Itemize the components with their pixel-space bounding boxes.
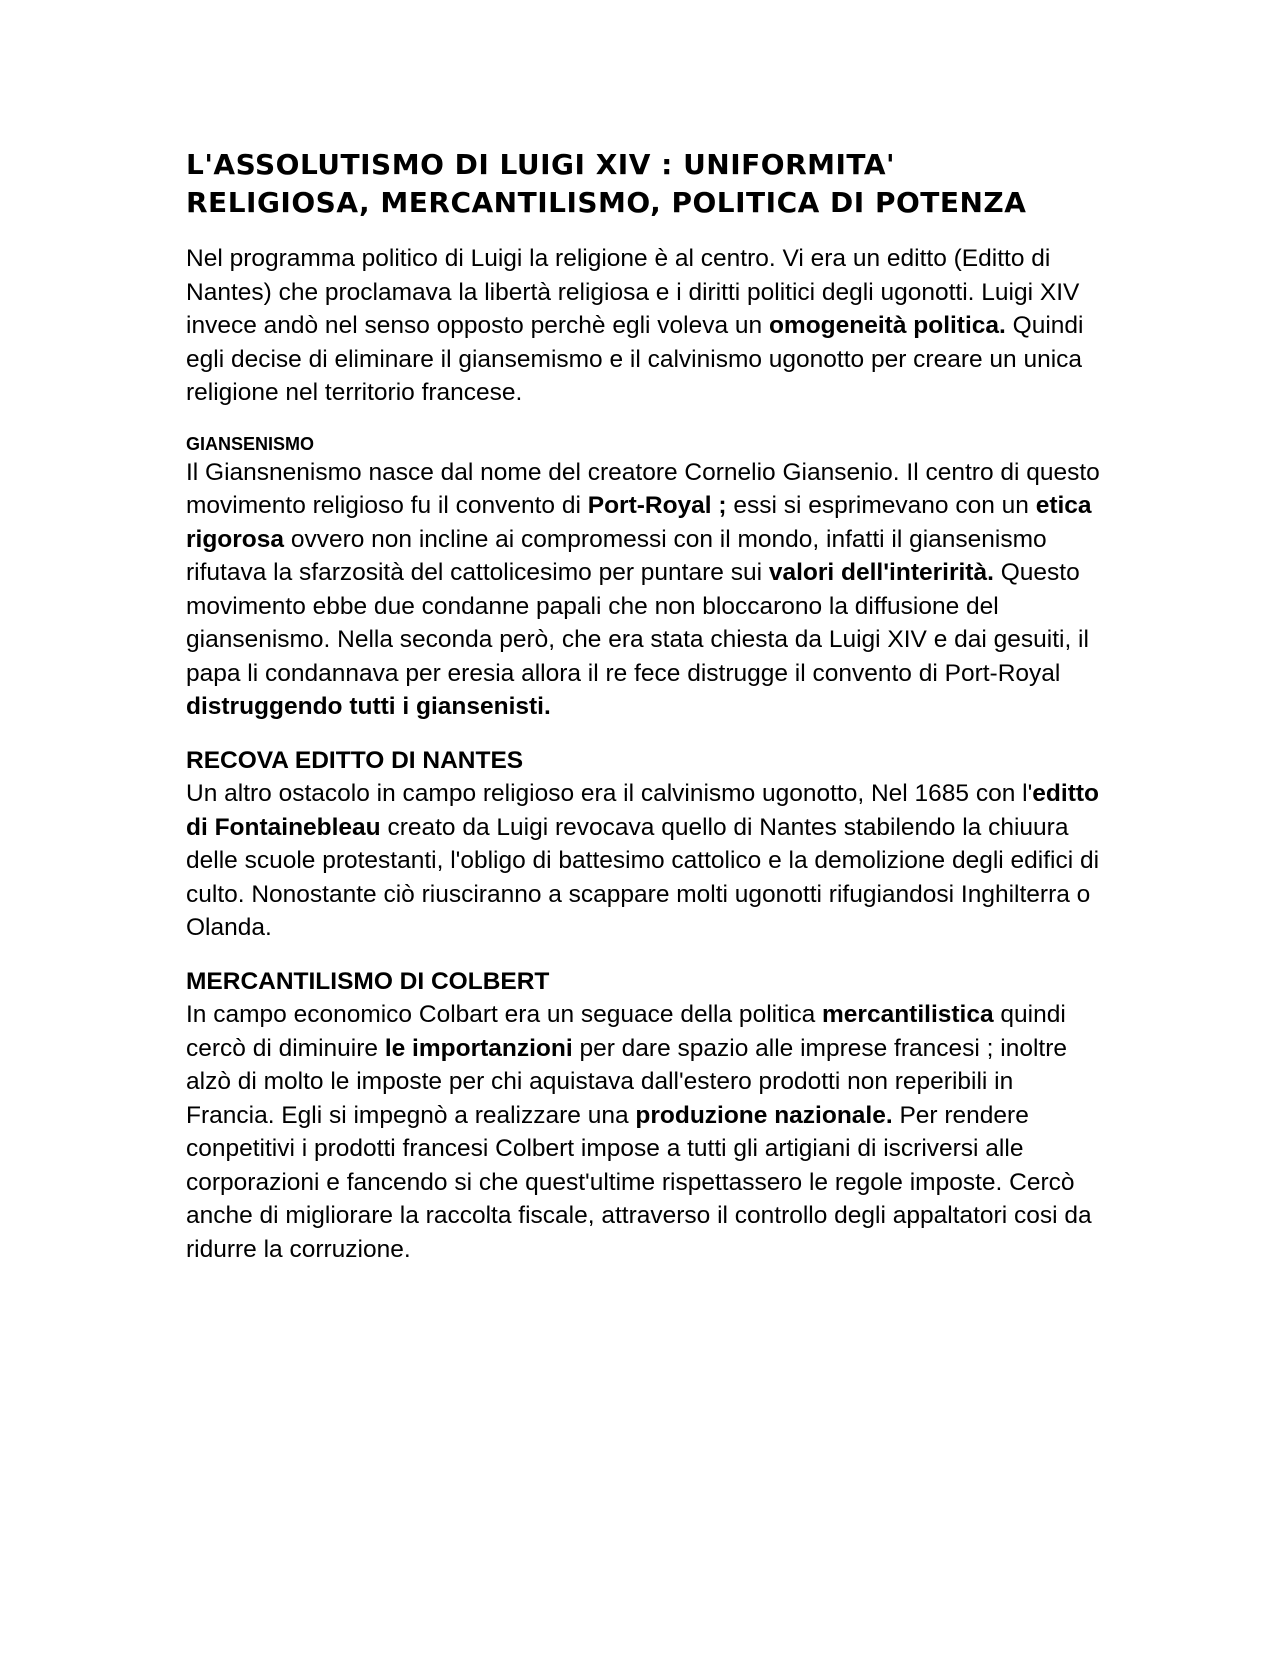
giansenismo-bold-3: valori dell'interirità.	[768, 559, 994, 586]
heading-giansenismo: GIANSENISMO	[186, 433, 315, 454]
heading-recova: RECOVA EDITTO DI NANTES	[186, 746, 524, 774]
document-body	[186, 146, 1106, 1286]
mercantilismo-text-1: In campo economico Colbart era un seguace della politica	[186, 1001, 823, 1028]
section-giansenismo	[186, 432, 1106, 724]
section-recova	[186, 744, 1106, 945]
intro-paragraph	[186, 242, 1106, 410]
giansenismo-bold-1: Port-Royal ;	[587, 492, 727, 519]
mercantilismo-text-3: per dare spazio alle imprese francesi ; inoltre alzò di molto le imposte per chi aquistava dall'estero prodotti non reperibili in Francia. Egli si impegnò a realizzare una	[186, 1034, 1067, 1129]
mercantilismo-text-2: quindi cercò di diminuire	[186, 1001, 1066, 1062]
mercantilismo-bold-1: mercantilistica	[822, 1001, 994, 1028]
mercantilismo-bold-3: produzione nazionale.	[635, 1101, 893, 1129]
giansenismo-text-4: Questo movimento ebbe due condanne papali che non bloccarono la diffusione del giansenismo. Nella seconda però, che era stata chiesta da Luigi XIV e dai gesuiti, il papa li condannava per eresia allora il re fece distrugge il convento di Port-Royal	[186, 559, 1089, 687]
giansenismo-paragraph	[186, 456, 1106, 724]
recova-text-2: creato da Luigi revocava quello di Nantes stabilendo la chiuura delle scuole protestanti, l'obligo di battesimo cattolico e la demolizione degli edifici di culto. Nonostante ciò riusciranno a scappare molti ugonotti rifugiandosi Inghilterra o Olanda.	[186, 813, 1100, 941]
recova-bold-1: editto di Fontainebleau	[186, 780, 1099, 841]
intro-text-1: Nel programma politico di Luigi la religione è al centro. Vi era un editto (Editto di Nantes) che proclamava la libertà religiosa e i diritti politici degli ugonotti. Luigi XIV invece andò nel senso opposto perchè egli voleva un	[186, 245, 1080, 339]
document-title	[186, 146, 1106, 222]
title-line-2: RELIGIOSA, MERCANTILISMO, POLITICA DI POTENZA	[186, 186, 1027, 219]
mercantilismo-bold-2: le importanzioni	[384, 1034, 573, 1062]
giansenismo-text-3: ovvero non incline ai compromessi con il mondo, infatti il giansenismo rifutava la sfarzosità del cattolicesimo per puntare sui	[186, 525, 1047, 586]
giansenismo-bold-2: etica rigorosa	[186, 492, 1092, 553]
mercantilismo-paragraph	[186, 998, 1106, 1266]
recova-text-1: Un altro ostacolo in campo religioso era il calvinismo ugonotto, Nel 1685 con l'	[186, 780, 1033, 807]
heading-mercantilismo: MERCANTILISMO DI COLBERT	[186, 967, 550, 995]
section-mercantilismo	[186, 965, 1106, 1267]
giansenismo-text-1: Il Giansnenismo nasce dal nome del creatore Cornelio Giansenio. Il centro di questo movimento religioso fu il convento di	[186, 458, 1100, 519]
giansenismo-bold-4: distruggendo tutti i giansenisti.	[186, 693, 551, 720]
giansenismo-text-2: essi si esprimevano con un	[726, 492, 1036, 519]
intro-bold-1: omogeneità politica.	[768, 312, 1006, 339]
mercantilismo-text-4: Per rendere conpetitivi i prodotti francesi Colbert impose a tutti gli artigiani di iscriversi alle corporazioni e fancendo si che quest'ultime rispettassero le regole imposte. Cercò anche di migliorare la raccolta fiscale, attraverso il controllo degli appaltatori cosi da ridurre la corruzione.	[186, 1101, 1092, 1263]
recova-paragraph	[186, 777, 1106, 945]
intro-text-2: Quindi egli decise di eliminare il giansemismo e il calvinismo ugonotto per creare un unica religione nel territorio francese.	[186, 312, 1084, 406]
title-line-1: L'ASSOLUTISMO DI LUIGI XIV : UNIFORMITA'	[186, 148, 896, 181]
